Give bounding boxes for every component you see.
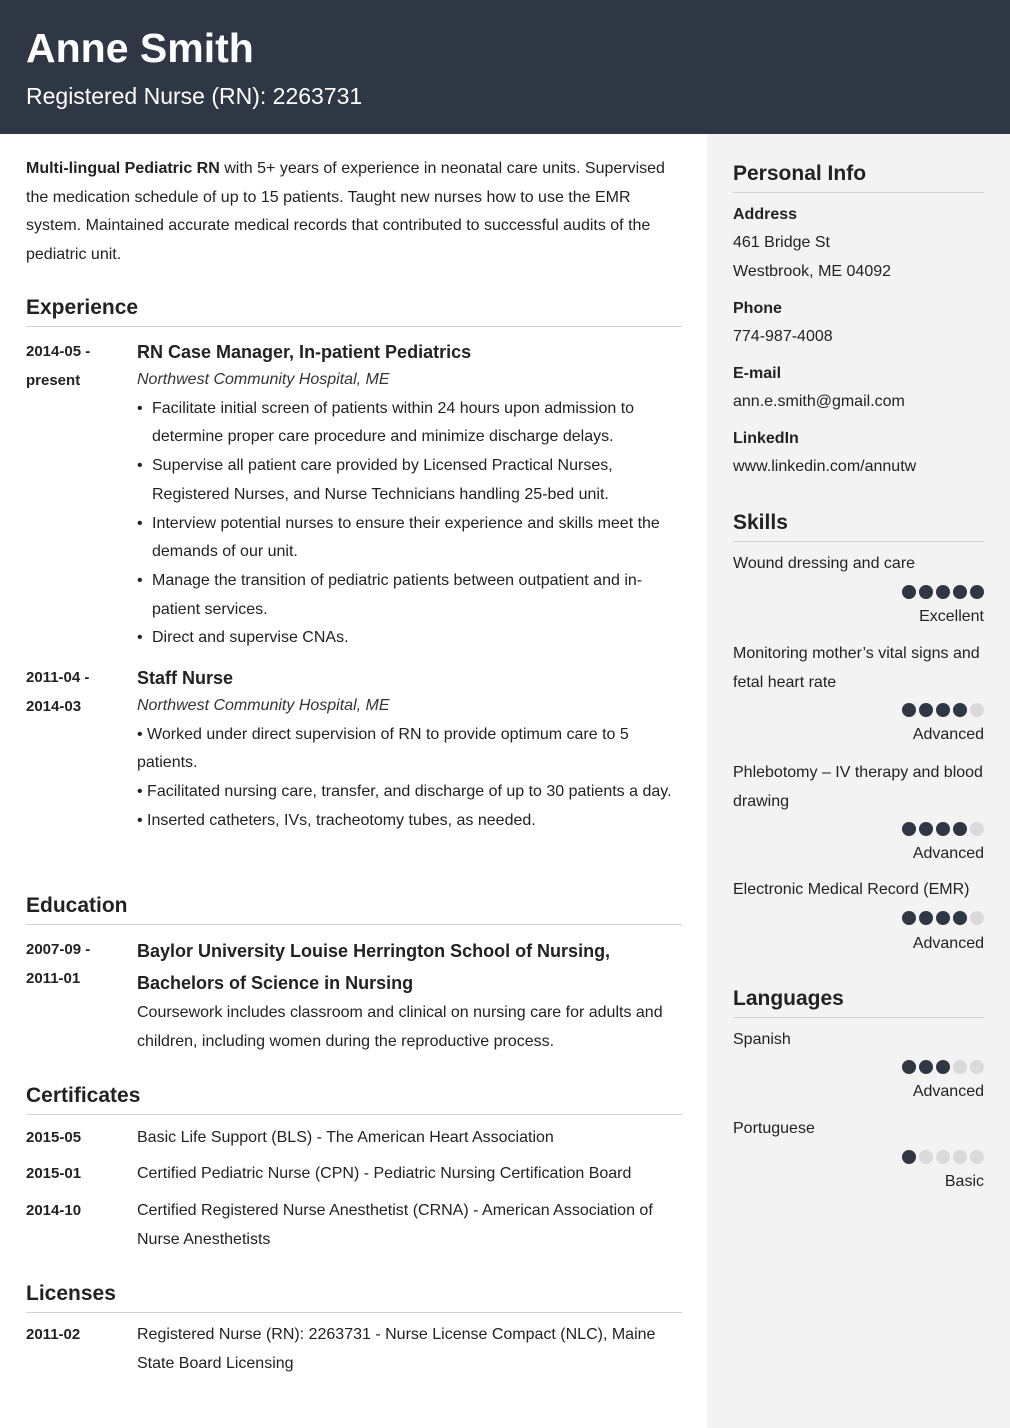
certificate-date: 2014-10 bbox=[26, 1202, 82, 1219]
language-name: Portuguese bbox=[733, 1120, 815, 1137]
rating-dot-filled bbox=[936, 911, 950, 925]
rating-dot-empty bbox=[970, 1150, 984, 1164]
bullet-item: • Manage the transition of pediatric patients between outpatient and in-patient services. bbox=[137, 567, 685, 624]
skill-level: Advanced bbox=[912, 935, 984, 952]
phone-label: Phone bbox=[733, 300, 782, 317]
school-name: Baylor University Louise Herrington School of Nursing, Bachelors of Science in Nursing bbox=[137, 941, 611, 993]
job-duty: • Inserted catheters, IVs, tracheotomy tubes, as needed. bbox=[137, 811, 536, 829]
resume-header bbox=[0, 0, 1010, 134]
skill-name: Wound dressing and care bbox=[733, 555, 916, 572]
skill-name: Phlebotomy – IV therapy and blood drawing bbox=[733, 764, 983, 810]
rating-dot-empty bbox=[970, 1060, 984, 1074]
email-value: ann.e.smith@gmail.com bbox=[733, 393, 905, 410]
certificate-text: Basic Life Support (BLS) - The American Heart Association bbox=[137, 1129, 554, 1146]
certificate-date: 2015-01 bbox=[26, 1165, 82, 1182]
address-label: Address bbox=[733, 206, 798, 223]
rating-dot-filled bbox=[919, 585, 933, 599]
rating-dot-empty bbox=[970, 911, 984, 925]
rating-dot-filled bbox=[953, 585, 967, 599]
experience-heading: Experience bbox=[26, 295, 682, 327]
rating-dot-filled bbox=[953, 911, 967, 925]
skill-level: Advanced bbox=[912, 726, 984, 743]
education-description: Coursework includes classroom and clinical on nursing care for adults and children, including women during the reproductive process. bbox=[137, 1004, 663, 1050]
rating-dot-empty bbox=[970, 822, 984, 836]
entry-body bbox=[137, 936, 685, 1056]
language-rating bbox=[902, 1150, 984, 1164]
rating-dot-filled bbox=[919, 703, 933, 717]
bullet-item: • Supervise all patient care provided by Licensed Practical Nurses, Registered Nurses, and Nurse Technicians handling 25-bed unit. bbox=[137, 452, 685, 509]
profile-summary bbox=[26, 155, 686, 270]
rating-dot-filled bbox=[936, 585, 950, 599]
entry-date bbox=[26, 338, 126, 395]
language-name: Spanish bbox=[733, 1031, 791, 1048]
bullet-item: • Direct and supervise CNAs. bbox=[137, 624, 685, 653]
entry-date-start: 2007-09 - bbox=[26, 941, 91, 958]
rating-dot-empty bbox=[936, 1150, 950, 1164]
job-role: Staff Nurse bbox=[137, 668, 234, 688]
education-heading: Education bbox=[26, 893, 682, 925]
summary-lead: Multi-lingual Pediatric RN bbox=[26, 160, 220, 177]
language-rating bbox=[902, 1060, 984, 1074]
entry-date-start: 2011-04 - bbox=[26, 669, 90, 686]
entry-date-end: 2011-01 bbox=[26, 969, 81, 987]
rating-dot-filled bbox=[902, 703, 916, 717]
rating-dot-filled bbox=[936, 703, 950, 717]
entry-date bbox=[26, 664, 126, 721]
skill-rating bbox=[902, 822, 984, 836]
skill-name: Monitoring mother’s vital signs and fetal heart rate bbox=[733, 645, 980, 691]
rating-dot-empty bbox=[953, 1060, 967, 1074]
job-organization: Northwest Community Hospital, ME bbox=[137, 697, 390, 714]
skills-heading: Skills bbox=[733, 510, 984, 542]
rating-dot-filled bbox=[970, 585, 984, 599]
certificate-text: Certified Registered Nurse Anesthetist (CRNA) - American Association of Nurse Anesthetists bbox=[137, 1202, 653, 1248]
rating-dot-empty bbox=[970, 703, 984, 717]
entry-date-end: 2014-03 bbox=[26, 697, 82, 715]
job-organization: Northwest Community Hospital, ME bbox=[137, 371, 390, 388]
rating-dot-filled bbox=[919, 1060, 933, 1074]
linkedin-label: LinkedIn bbox=[733, 430, 799, 447]
candidate-name: Anne Smith bbox=[26, 25, 254, 71]
rating-dot-filled bbox=[936, 822, 950, 836]
certificate-text: Certified Pediatric Nurse (CPN) - Pediatric Nursing Certification Board bbox=[137, 1165, 632, 1182]
license-date: 2011-02 bbox=[26, 1326, 81, 1343]
certificates-heading: Certificates bbox=[26, 1083, 682, 1115]
license-text: Registered Nurse (RN): 2263731 - Nurse License Compact (NLC), Maine State Board Licensing bbox=[137, 1326, 656, 1372]
job-bullets bbox=[137, 395, 685, 653]
address-line-1: 461 Bridge St bbox=[733, 234, 830, 251]
bullet-item: • Facilitate initial screen of patients within 24 hours upon admission to determine proper care procedure and minimize discharge delays. bbox=[137, 395, 685, 452]
skill-rating bbox=[902, 703, 984, 717]
licenses-heading: Licenses bbox=[26, 1281, 682, 1313]
language-level: Advanced bbox=[912, 1083, 984, 1100]
language-level: Basic bbox=[944, 1173, 984, 1190]
entry-body bbox=[137, 664, 685, 836]
phone-value: 774-987-4008 bbox=[733, 328, 833, 345]
job-duty: • Worked under direct supervision of RN to provide optimum care to 5 patients. bbox=[137, 725, 629, 772]
skill-name: Electronic Medical Record (EMR) bbox=[733, 881, 970, 898]
skill-level: Advanced bbox=[912, 845, 984, 862]
entry-date-end: present bbox=[26, 371, 81, 389]
entry-date bbox=[26, 936, 126, 993]
job-duty: • Facilitated nursing care, transfer, and discharge of up to 30 patients a day. bbox=[137, 783, 672, 801]
rating-dot-filled bbox=[902, 822, 916, 836]
entry-body bbox=[137, 338, 685, 653]
certificate-date: 2015-05 bbox=[26, 1129, 82, 1146]
rating-dot-filled bbox=[953, 703, 967, 717]
rating-dot-filled bbox=[902, 1150, 916, 1164]
rating-dot-filled bbox=[902, 585, 916, 599]
rating-dot-empty bbox=[919, 1150, 933, 1164]
rating-dot-filled bbox=[919, 822, 933, 836]
rating-dot-filled bbox=[902, 911, 916, 925]
job-role: RN Case Manager, In-patient Pediatrics bbox=[137, 342, 472, 362]
summary-text: with 5+ years of experience in neonatal care units. Supervised the medication schedule of up to 15 patients. Taught new nurses how to use the EMR system. Maintained accurate medical records that contributed to successful audits of the pediatric unit. bbox=[26, 160, 665, 264]
bullet-item: • Interview potential nurses to ensure their experience and skills meet the demands of our unit. bbox=[137, 510, 685, 567]
candidate-title: Registered Nurse (RN): 2263731 bbox=[26, 83, 363, 109]
rating-dot-filled bbox=[902, 1060, 916, 1074]
personal-info-heading: Personal Info bbox=[733, 161, 984, 193]
rating-dot-empty bbox=[953, 1150, 967, 1164]
skill-rating bbox=[902, 585, 984, 599]
main-column bbox=[0, 134, 707, 1428]
rating-dot-filled bbox=[936, 1060, 950, 1074]
entry-date-start: 2014-05 - bbox=[26, 343, 91, 360]
languages-heading: Languages bbox=[733, 986, 984, 1018]
rating-dot-filled bbox=[953, 822, 967, 836]
linkedin-value: www.linkedin.com/annutw bbox=[733, 458, 917, 475]
skill-rating bbox=[902, 911, 984, 925]
skill-level: Excellent bbox=[919, 608, 984, 625]
address-line-2: Westbrook, ME 04092 bbox=[733, 263, 892, 280]
email-label: E-mail bbox=[733, 365, 782, 382]
rating-dot-filled bbox=[919, 911, 933, 925]
sidebar bbox=[707, 134, 1010, 1428]
